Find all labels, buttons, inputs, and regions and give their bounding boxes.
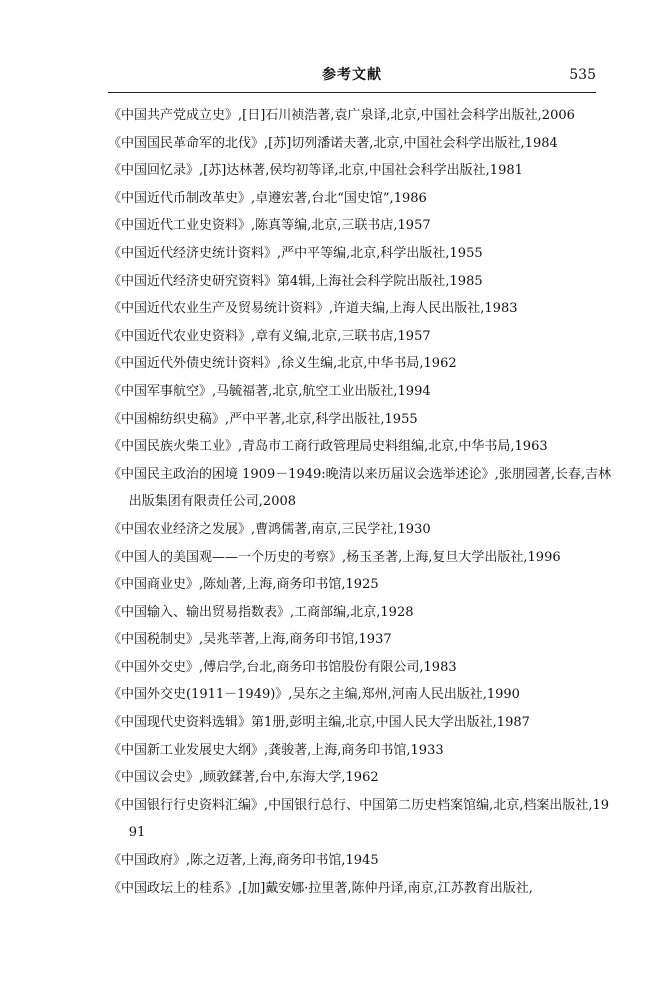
reference-entry: 《中国外交史》,傅启学,台北,商务印书馆股份有限公司,1983 <box>108 659 457 675</box>
reference-entry: 《中国现代史资料选辑》第1册,彭明主编,北京,中国人民大学出版社,1987 <box>108 715 530 731</box>
reference-entry: 《中国新工业发展史大纲》,龚骏著,上海,商务印书馆,1933 <box>108 742 444 758</box>
reference-list <box>108 102 612 902</box>
reference-entry: 《中国议会史》,顾敦鍒著,台中,东海大学,1962 <box>108 770 379 786</box>
running-header <box>108 64 596 86</box>
page-number: 535 <box>569 67 596 83</box>
reference-entry: 《中国银行行史资料汇编》,中国银行总行、中国第二历史档案馆编,北京,档案出版社,1991 <box>108 797 610 841</box>
reference-entry: 《中国近代经济史研究资料》第4辑,上海社会科学院出版社,1985 <box>108 273 483 289</box>
reference-entry: 《中国税制史》,吴兆莘著,上海,商务印书馆,1937 <box>108 632 392 648</box>
reference-entry: 《中国近代农业史资料》,章有义编,北京,三联书店,1957 <box>108 328 431 344</box>
reference-entry: 《中国共产党成立史》,[日]石川祯浩著,袁广泉译,北京,中国社会科学出版社,2006 <box>108 108 575 123</box>
reference-entry: 《中国回忆录》,[苏]达林著,侯均初等译,北京,中国社会科学出版社,1981 <box>108 163 523 179</box>
reference-entry: 《中国商业史》,陈灿著,上海,商务印书馆,1925 <box>108 577 379 593</box>
header-title: 参考文献 <box>322 67 382 83</box>
reference-entry: 《中国外交史(1911－1949)》,吴东之主编,郑州,河南人民出版社,1990 <box>108 687 520 703</box>
reference-entry: 《中国近代外债史统计资料》,徐义生编,北京,中华书局,1962 <box>108 356 457 372</box>
reference-entry: 《中国人的美国观——一个历史的考察》,杨玉圣著,上海,复旦大学出版社,1996 <box>108 549 561 565</box>
reference-entry: 《中国国民革命军的北伐》,[苏]切列潘诺夫著,北京,中国社会科学出版社,1984 <box>108 135 558 151</box>
reference-entry: 《中国政府》,陈之迈著,上海,商务印书馆,1945 <box>108 853 379 869</box>
reference-entry: 《中国棉纺织史稿》,严中平著,北京,科学出版社,1955 <box>108 411 418 427</box>
header-rule <box>108 92 596 93</box>
reference-entry: 《中国近代币制改革史》,卓遵宏著,台北“国史馆”,1986 <box>108 190 427 206</box>
reference-entry: 《中国民主政治的困境 1909－1949:晚清以来历届议会选举述论》,张朋园著,长春,吉林出版集团有限责任公司,2008 <box>108 466 612 510</box>
reference-entry: 《中国近代农业生产及贸易统计资料》,许道夫编,上海人民出版社,1983 <box>108 301 518 317</box>
reference-entry: 《中国输入、输出贸易指数表》,工商部编,北京,1928 <box>108 604 414 620</box>
reference-entry: 《中国政坛上的桂系》,[加]戴安娜·拉里著,陈仲丹译,南京,江苏教育出版社, <box>108 880 533 896</box>
reference-entry: 《中国近代经济史统计资料》,严中平等编,北京,科学出版社,1955 <box>108 245 483 261</box>
reference-entry: 《中国民族火柴工业》,青岛市工商行政管理局史料组编,北京,中华书局,1963 <box>108 439 548 455</box>
reference-entry: 《中国军事航空》,马毓福著,北京,航空工业出版社,1994 <box>108 383 431 399</box>
reference-entry: 《中国农业经济之发展》,曹鸿儒著,南京,三民学社,1930 <box>108 521 431 537</box>
reference-entry: 《中国近代工业史资料》,陈真等编,北京,三联书店,1957 <box>108 218 431 234</box>
